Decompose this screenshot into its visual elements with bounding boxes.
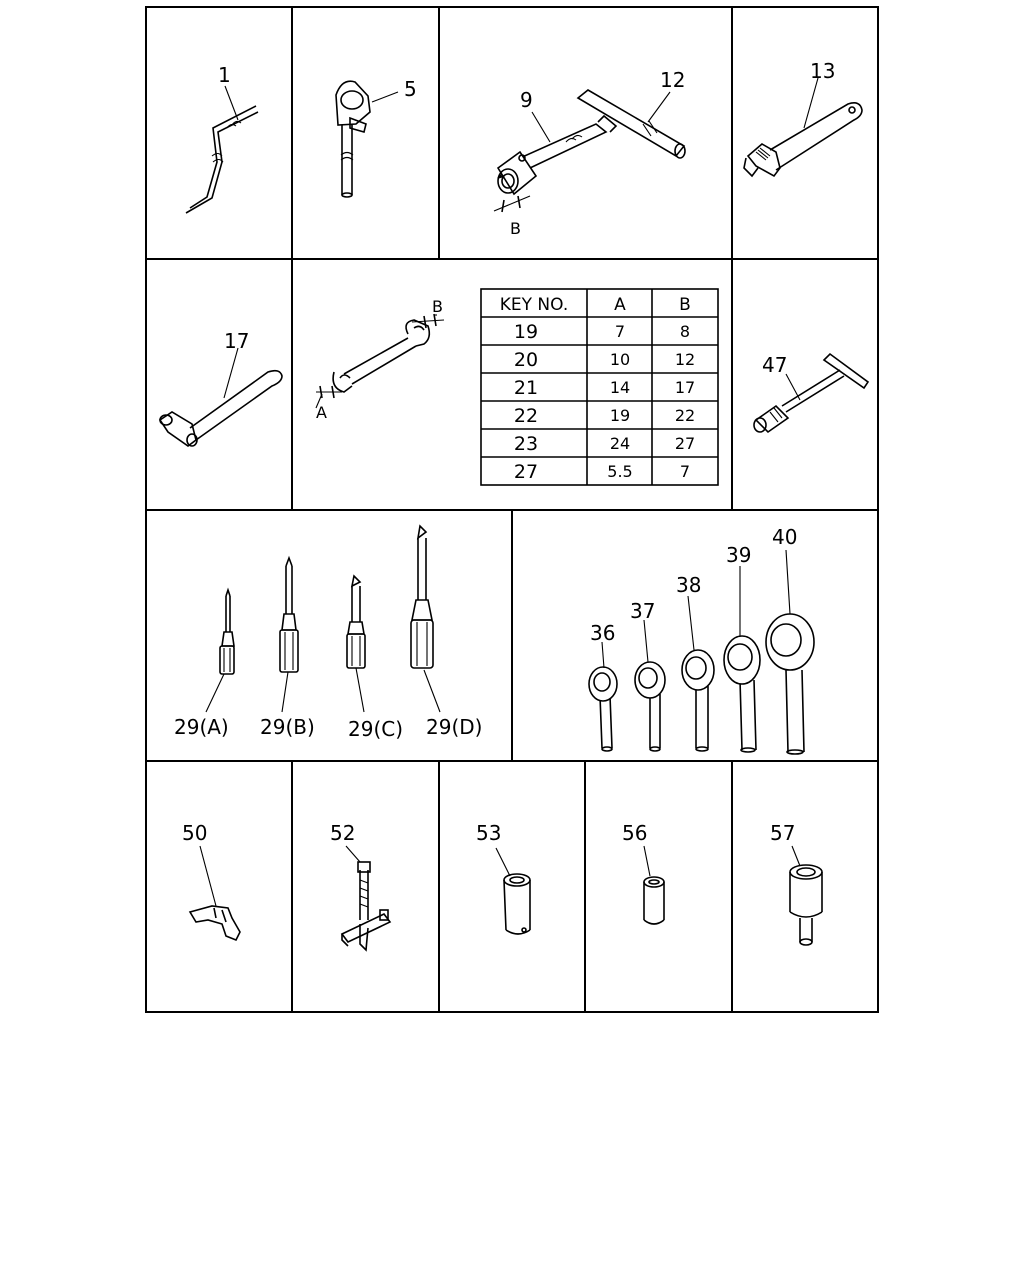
table-cell: 22 — [513, 405, 539, 427]
tool-screwdriver-b — [280, 558, 298, 712]
table-cell: 14 — [609, 378, 631, 397]
table-cell: 23 — [513, 433, 539, 455]
table-cell: 5.5 — [607, 462, 633, 481]
tool-open-spanner — [316, 314, 444, 408]
table-cell: 12 — [674, 350, 696, 369]
part-40-label: 40 — [772, 525, 798, 549]
tool-ring-wrench-38 — [682, 596, 714, 751]
tool-ring-wrench-36 — [589, 642, 617, 751]
spanner-dimension-b: B — [432, 297, 443, 316]
size-table — [481, 289, 718, 485]
part-13-label: 13 — [810, 59, 836, 83]
part-9-label: 9 — [520, 88, 533, 112]
part-50-label: 50 — [182, 821, 208, 845]
tool-plug-wrench — [336, 81, 398, 197]
part-5-label: 5 — [404, 77, 417, 101]
part-39-label: 39 — [726, 543, 752, 567]
table-header-a: A — [614, 295, 626, 315]
part-36-label: 36 — [590, 621, 616, 645]
table-cell: 8 — [679, 322, 691, 341]
table-cell: 19 — [513, 321, 539, 343]
tool-short-socket — [644, 846, 664, 924]
table-cell: 19 — [609, 406, 631, 425]
part-29a-label: 29(A) — [174, 715, 229, 739]
part-52-label: 52 — [330, 821, 356, 845]
table-cell: 7 — [679, 462, 691, 481]
tool-puller-screw — [342, 846, 390, 950]
tool-tube-wrench — [160, 348, 282, 446]
tool-long-socket — [496, 848, 530, 934]
table-cell: 27 — [674, 434, 696, 453]
table-header-key-no: KEY NO. — [499, 295, 569, 315]
part-29d-label: 29(D) — [426, 715, 483, 739]
tool-adjustable-wrench — [744, 78, 862, 176]
tool-crank-handle — [186, 86, 258, 213]
table-cell: 10 — [609, 350, 631, 369]
tool-ring-wrench-39 — [724, 566, 760, 752]
table-cell: 27 — [513, 461, 539, 483]
part-38-label: 38 — [676, 573, 702, 597]
part-56-label: 56 — [622, 821, 648, 845]
part-37-label: 37 — [630, 599, 656, 623]
part-17-label: 17 — [224, 329, 250, 353]
table-cell: 17 — [674, 378, 696, 397]
socket-dimension-b: B — [510, 219, 521, 238]
table-cell: 21 — [513, 377, 539, 399]
table-cell: 20 — [513, 349, 539, 371]
part-12-label: 12 — [660, 68, 686, 92]
part-29b-label: 29(B) — [260, 715, 315, 739]
table-header-b: B — [679, 295, 691, 315]
tool-screwdriver-d — [411, 526, 440, 712]
table-cell: 7 — [614, 322, 626, 341]
table-cell: 22 — [674, 406, 696, 425]
part-29c-label: 29(C) — [348, 717, 404, 741]
spanner-dimension-a: A — [316, 403, 327, 422]
part-47-label: 47 — [762, 353, 788, 377]
tool-ring-wrench-37 — [635, 620, 665, 751]
tool-screwdriver-a — [206, 590, 234, 712]
table-cell: 24 — [609, 434, 631, 453]
part-53-label: 53 — [476, 821, 502, 845]
tool-socket-adapter — [790, 846, 822, 945]
part-1-label: 1 — [218, 63, 231, 87]
tool-ring-wrench-40 — [766, 550, 814, 754]
tool-clip — [190, 846, 240, 940]
tool-screwdriver-c — [347, 576, 365, 712]
part-57-label: 57 — [770, 821, 796, 845]
